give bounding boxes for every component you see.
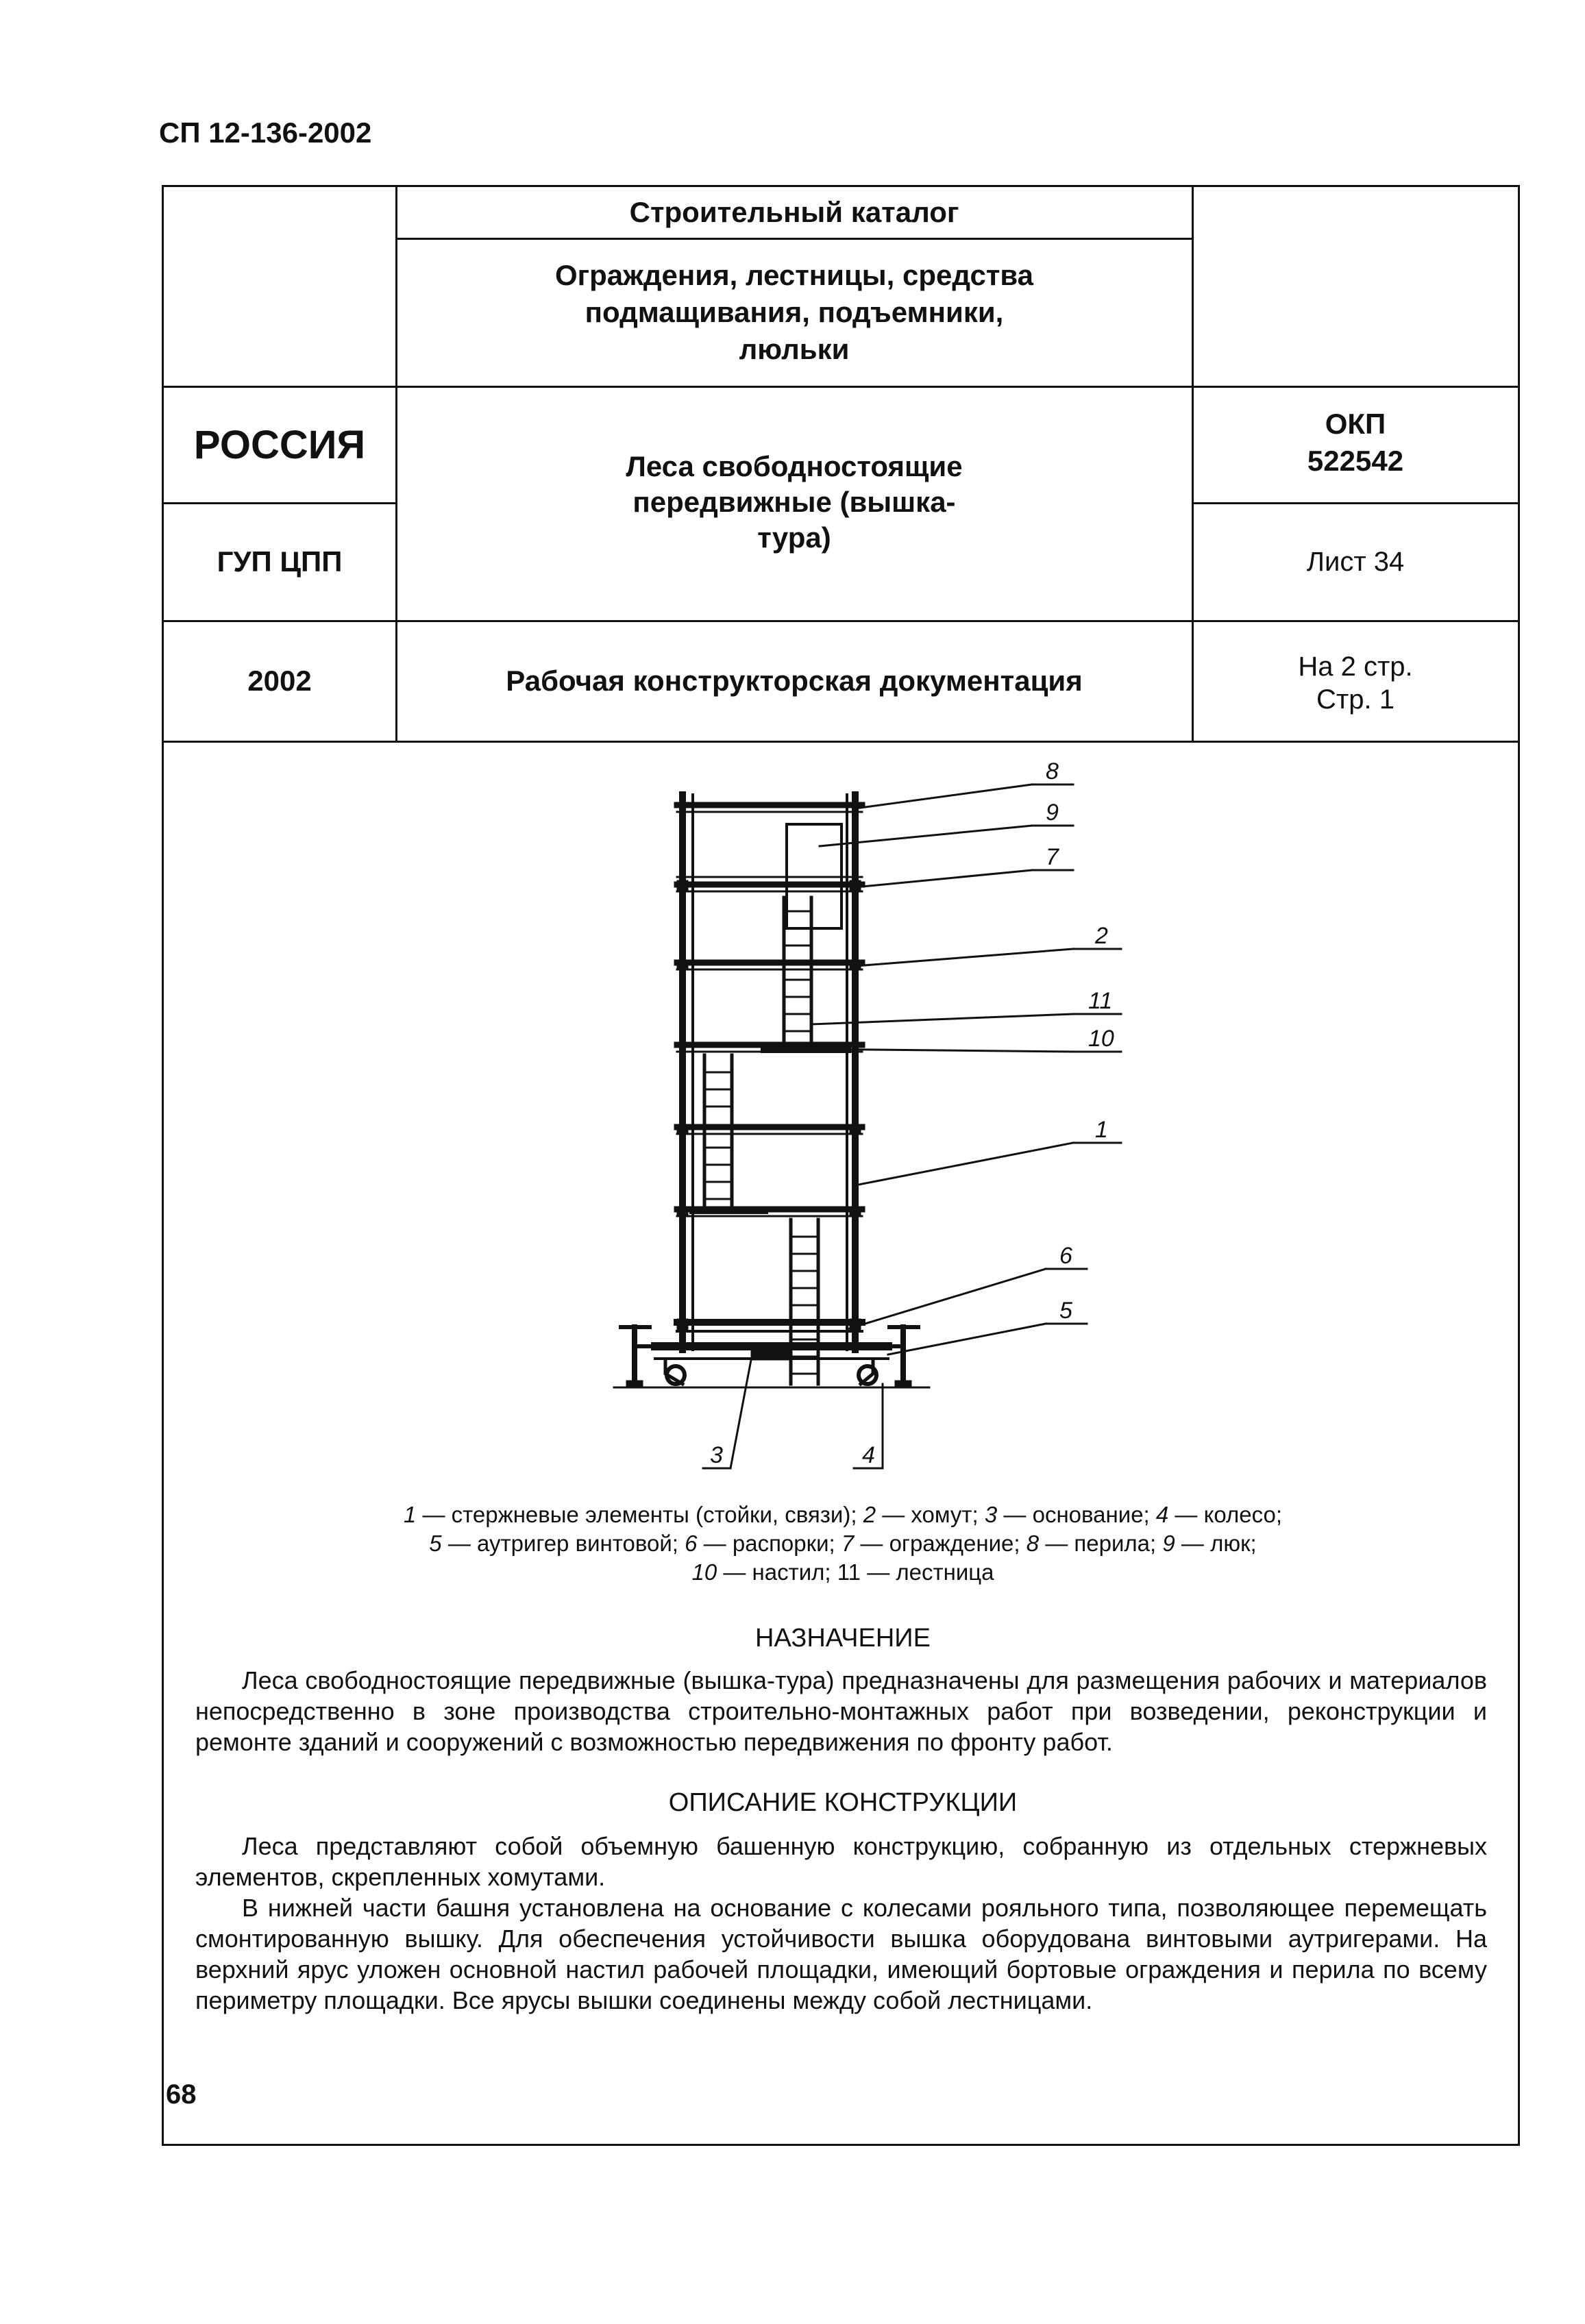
legend-number: 5 xyxy=(429,1531,442,1556)
page-number: 68 xyxy=(166,2079,197,2110)
purpose-paragraph xyxy=(195,1665,1487,1757)
design-heading: ОПИСАНИЕ КОНСТРУКЦИИ xyxy=(668,1788,1018,1817)
legend-number: 7 xyxy=(841,1531,855,1556)
callout-9: 9 xyxy=(1046,800,1059,826)
legend-number: 2 xyxy=(863,1502,876,1527)
year-label: 2002 xyxy=(247,665,312,697)
legend-text: основание; xyxy=(1032,1502,1150,1527)
legend-number: 10 xyxy=(691,1559,717,1585)
legend-number: 3 xyxy=(984,1502,998,1527)
catalog-subject: Ограждения, лестницы, средства подмащивания, подъемники, люльки xyxy=(554,259,1034,365)
callout-1: 1 xyxy=(1095,1117,1108,1143)
legend-line-2: 5 — аутригер винтовой; 6 — распорки; 7 — ограждение; 8 — перила; 9 — люк; xyxy=(429,1531,1257,1556)
sheet-number: Лист 34 xyxy=(1306,546,1405,577)
legend-text: стержневые элементы (стойки, связи); xyxy=(451,1502,857,1527)
legend-number: 8 xyxy=(1026,1531,1040,1556)
design-paragraphs xyxy=(195,1831,1487,2016)
figure-legend xyxy=(206,1500,1480,1587)
scaffold-tower-drawing xyxy=(162,743,1519,1483)
table-divider xyxy=(164,741,1518,743)
callout-4: 4 xyxy=(862,1442,875,1468)
callout-8: 8 xyxy=(1046,758,1059,784)
callout-2: 2 xyxy=(1095,923,1108,949)
legend-text: ограждение; xyxy=(889,1531,1020,1556)
design-text-2: В нижней части башня установлена на основание с колесами рояльного типа, позволяющее перемещать смонтированную вышку. Для обеспечения устойчивости вышка оборудована винтовыми аутригерами. На верхний ярус уложен основной настил рабочей площадки, имеющий бортовые ограждения и перила по всему периметру площадки. Все ярусы вышки соединены между собой лестницами. xyxy=(195,1894,1487,2014)
legend-number: 4 xyxy=(1155,1502,1169,1527)
callout-6: 6 xyxy=(1059,1243,1072,1269)
legend-number: 9 xyxy=(1162,1531,1175,1556)
organization-label: ГУП ЦПП xyxy=(217,545,343,578)
callout-3: 3 xyxy=(710,1442,723,1468)
legend-number: 11 xyxy=(837,1559,861,1585)
purpose-heading: НАЗНАЧЕНИЕ xyxy=(755,1624,931,1653)
legend-text: аутригер винтовой; xyxy=(477,1531,678,1556)
legend-text: колесо; xyxy=(1203,1502,1283,1527)
catalog-title: Строительный каталог xyxy=(629,196,959,228)
okp-code: 522542 xyxy=(1307,445,1404,477)
legend-line-1: 1 — стержневые элементы (стойки, связи); 2 — хомут; 3 — основание; 4 — колесо; xyxy=(403,1502,1283,1527)
legend-text: настил; xyxy=(752,1559,831,1585)
country-label: РОССИЯ xyxy=(193,422,366,467)
legend-text: хомут; xyxy=(911,1502,979,1527)
document-code: СП 12-136-2002 xyxy=(159,116,372,149)
legend-text: лестница xyxy=(896,1559,994,1585)
legend-text: перила; xyxy=(1074,1531,1157,1556)
document-type: Рабочая конструкторская документация xyxy=(506,665,1083,697)
purpose-text: Леса свободностоящие передвижные (вышка-тура) предназначены для размещения рабочих и материалов непосредственно в зоне производства строительно-монтажных работ при возведении, реконструкции и ремонте зданий и сооружений с возможностью передвижения по фронту работ. xyxy=(195,1666,1487,1756)
pages-total: На 2 стр. xyxy=(1298,651,1413,682)
callout-7: 7 xyxy=(1046,844,1059,870)
design-text-1: Леса представляют собой объемную башенную конструкцию, собранную из отдельных стержневых элементов, скрепленных хомутами. xyxy=(195,1832,1487,1891)
callout-11: 11 xyxy=(1088,988,1113,1014)
legend-number: 1 xyxy=(403,1502,417,1527)
okp-label: ОКП xyxy=(1325,408,1386,440)
legend-number: 6 xyxy=(685,1531,698,1556)
legend-text: распорки; xyxy=(732,1531,835,1556)
legend-text: люк; xyxy=(1210,1531,1257,1556)
callout-10: 10 xyxy=(1088,1026,1114,1052)
page-current: Стр. 1 xyxy=(1316,684,1394,715)
callout-5: 5 xyxy=(1059,1298,1072,1324)
product-title: Леса свободностоящие передвижные (вышка-тура) xyxy=(626,450,963,554)
legend-line-3: 10 — настил; 11 — лестница xyxy=(691,1559,994,1585)
